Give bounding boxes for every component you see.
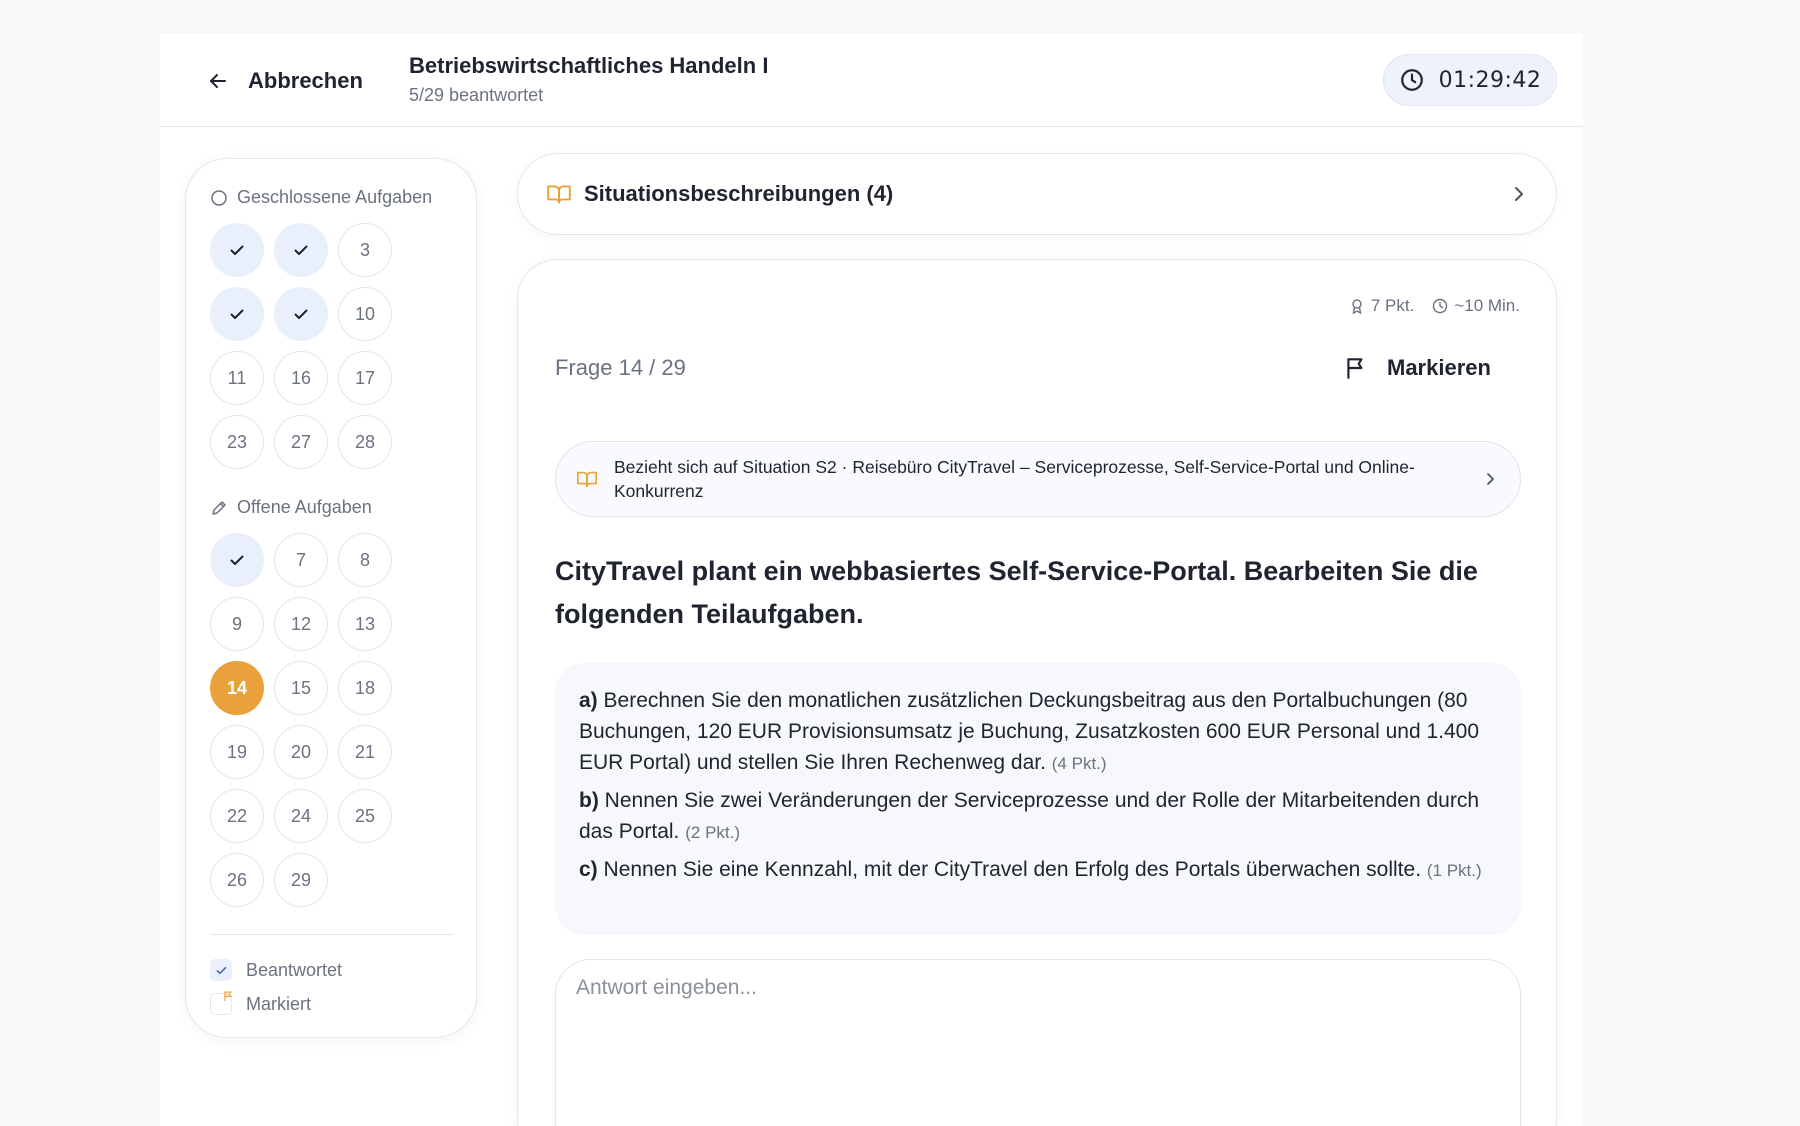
situation-reference[interactable] — [555, 441, 1521, 517]
cancel-button[interactable] — [206, 63, 363, 99]
situations-label: Situationsbeschreibungen (4) — [584, 181, 894, 206]
situations-button[interactable] — [517, 153, 1557, 235]
subtask-letter: b) — [579, 789, 599, 812]
exam-app — [160, 33, 1583, 1126]
question-tile[interactable]: 29 — [274, 853, 328, 907]
question-tile[interactable]: 15 — [274, 661, 328, 715]
closed-tasks-label: Geschlossene Aufgaben — [237, 187, 433, 207]
question-navigator — [185, 158, 477, 1038]
chevron-right-icon — [1482, 471, 1498, 487]
question-tile[interactable] — [274, 287, 328, 341]
subtask-letter: c) — [579, 858, 598, 881]
header — [160, 33, 1583, 127]
circle-icon — [210, 189, 228, 207]
subtask-text: Nennen Sie zwei Veränderungen der Serviceprozesse und der Rolle der Mitarbeitenden durch das Portal. — [579, 789, 1480, 843]
subtask-letter: a) — [579, 689, 598, 712]
question-tile[interactable]: 13 — [338, 597, 392, 651]
answered-legend-icon — [210, 959, 232, 981]
answered-progress: 5/29 beantwortet — [409, 85, 544, 105]
legend-answered — [210, 959, 342, 981]
subtask-item — [579, 854, 1497, 886]
question-tile[interactable]: 8 — [338, 533, 392, 587]
book-open-icon — [546, 181, 572, 207]
duration-info — [1432, 296, 1520, 316]
check-icon — [291, 240, 311, 260]
check-icon — [291, 304, 311, 324]
question-tile[interactable]: 20 — [274, 725, 328, 779]
open-tasks-label: Offene Aufgaben — [237, 497, 372, 517]
legend-marked — [210, 993, 311, 1015]
question-number: Frage 14 / 29 — [555, 355, 686, 380]
legend-answered-label: Beantwortet — [246, 959, 343, 980]
subtask-item — [579, 685, 1497, 779]
answer-input[interactable] — [555, 959, 1521, 1126]
timer-value: 01:29:42 — [1438, 67, 1542, 93]
subtask-text: Berechnen Sie den monatlichen zusätzlichen Deckungsbeitrag aus den Portalbuchungen (80 Buchungen, 120 EUR Provisionsumsatz je Buchung, Zusatzkosten 600 EUR Personal und 1.400 EUR Portal) und stellen Sie Ihren Rechenweg dar. — [579, 689, 1480, 774]
legend-divider — [210, 934, 454, 935]
points-info — [1349, 296, 1414, 316]
question-tile[interactable]: 12 — [274, 597, 328, 651]
question-tile[interactable]: 27 — [274, 415, 328, 469]
clock-icon — [1432, 298, 1448, 314]
exam-title: Betriebswirtschaftliches Handeln I — [409, 53, 769, 78]
question-tile[interactable] — [274, 223, 328, 277]
points-value: 7 Pkt. — [1370, 296, 1415, 315]
mark-button[interactable] — [1343, 348, 1491, 388]
check-icon — [227, 304, 247, 324]
question-tile[interactable]: 9 — [210, 597, 264, 651]
subtask-points: (2 Pkt.) — [685, 823, 741, 842]
question-tile[interactable]: 28 — [338, 415, 392, 469]
legend-marked-label: Markiert — [246, 993, 312, 1014]
question-tile[interactable] — [210, 533, 264, 587]
question-tile[interactable]: 23 — [210, 415, 264, 469]
question-tile[interactable] — [210, 287, 264, 341]
subtask-points: (1 Pkt.) — [1426, 861, 1482, 880]
question-tile[interactable]: 26 — [210, 853, 264, 907]
question-tile[interactable]: 18 — [338, 661, 392, 715]
question-heading: CityTravel plant ein webbasiertes Self-Service-Portal. Bearbeiten Sie die folgenden Teilaufgaben. — [555, 556, 1478, 629]
cancel-label: Abbrechen — [248, 68, 363, 93]
question-tile[interactable]: 22 — [210, 789, 264, 843]
arrow-left-icon — [206, 69, 230, 93]
open-tasks-grid — [210, 533, 392, 907]
award-icon — [1349, 298, 1365, 314]
book-open-icon — [576, 468, 598, 490]
duration-value: ~10 Min. — [1454, 296, 1520, 315]
closed-tasks-grid — [210, 223, 392, 469]
check-icon — [227, 550, 247, 570]
pencil-icon — [210, 499, 228, 517]
check-icon — [227, 240, 247, 260]
question-tile[interactable]: 19 — [210, 725, 264, 779]
open-tasks-heading — [210, 497, 372, 518]
subtask-list — [555, 663, 1521, 935]
chevron-right-icon — [1508, 184, 1528, 204]
question-tile[interactable]: 16 — [274, 351, 328, 405]
flag-icon — [1343, 355, 1369, 381]
closed-tasks-heading — [210, 187, 432, 208]
question-card — [517, 259, 1557, 1126]
situation-reference-text: Bezieht sich auf Situation S2 · Reisebüro CityTravel – Serviceprozesse, Self-Service-Portal und Online-Konkurrenz — [614, 457, 1415, 501]
subtask-item — [579, 785, 1497, 848]
mark-label: Markieren — [1387, 355, 1491, 380]
clock-icon — [1399, 67, 1425, 93]
question-tile[interactable]: 3 — [338, 223, 392, 277]
question-tile[interactable]: 21 — [338, 725, 392, 779]
question-tile[interactable]: 25 — [338, 789, 392, 843]
question-tile[interactable]: 14 — [210, 661, 264, 715]
question-tile[interactable]: 17 — [338, 351, 392, 405]
question-meta — [1349, 296, 1520, 316]
question-tile[interactable]: 7 — [274, 533, 328, 587]
question-tile[interactable]: 10 — [338, 287, 392, 341]
question-tile[interactable] — [210, 223, 264, 277]
subtask-text: Nennen Sie eine Kennzahl, mit der CityTravel den Erfolg des Portals überwachen sollte. — [603, 858, 1422, 881]
question-tile[interactable]: 24 — [274, 789, 328, 843]
subtask-points: (4 Pkt.) — [1051, 754, 1107, 773]
timer-badge — [1383, 54, 1557, 106]
question-tile[interactable]: 11 — [210, 351, 264, 405]
marked-legend-icon — [210, 993, 232, 1015]
